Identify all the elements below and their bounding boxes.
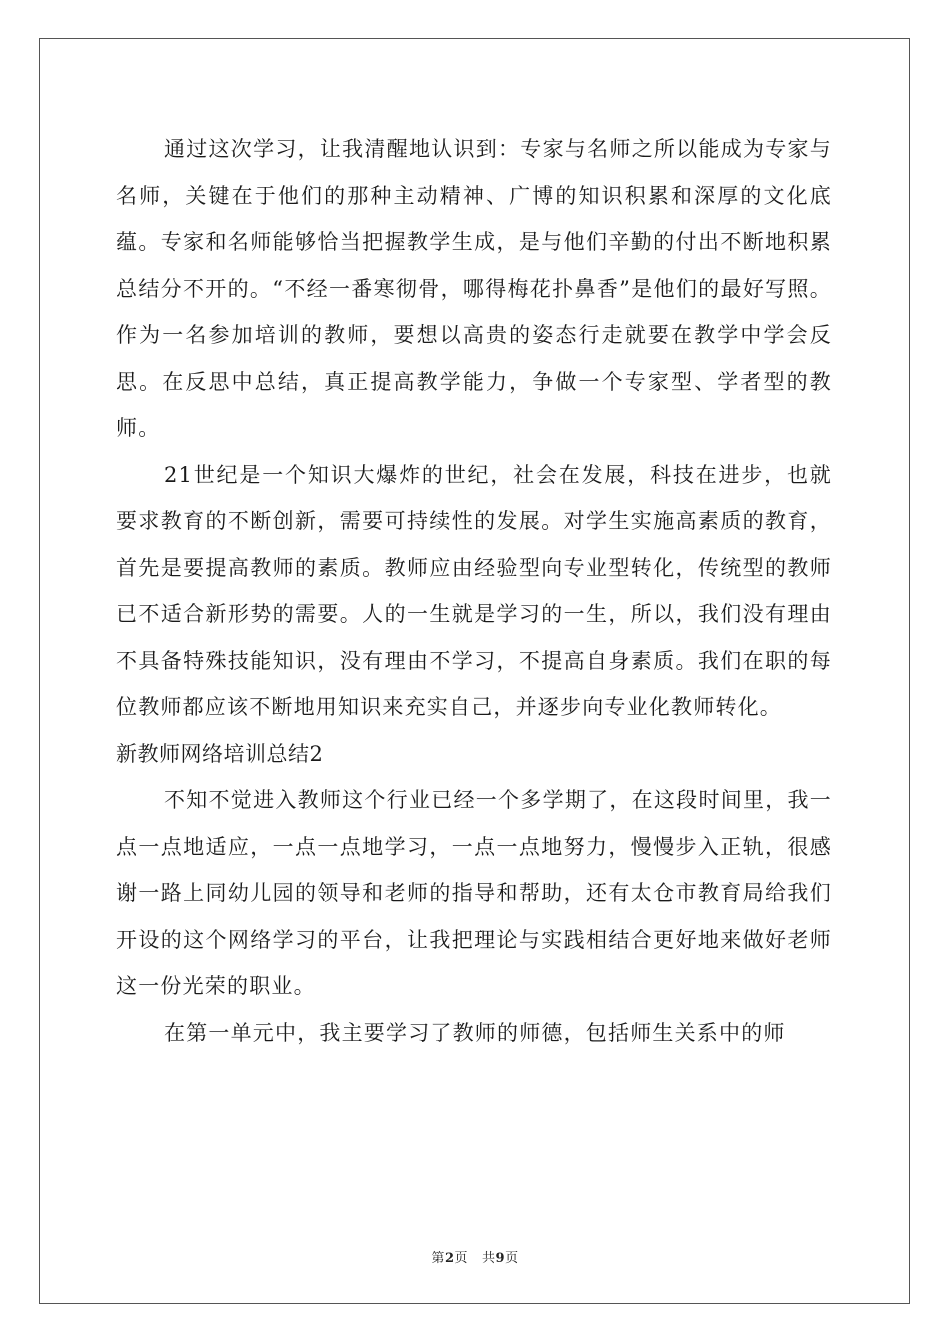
total-pages: 9 <box>495 1251 506 1266</box>
section-paragraph-1: 不知不觉进入教师这个行业已经一个多学期了，在这段时间里，我一点一点地适应，一点一点地学习，一点一点地努力，慢慢步入正轨，很感谢一路上同幼儿园的领导和老师的指导和帮助，还有太仓市教育局给我们开设的这个网络学习的平台，让我把理论与实践相结合更好地来做好老师这一份光荣的职业。 <box>116 788 832 998</box>
total-suffix: 页 <box>505 1251 519 1266</box>
paragraph-2: 21世纪是一个知识大爆炸的世纪，社会在发展，科技在进步，也就要求教育的不断创新，需要可持续性的发展。对学生实施高素质的教育，首先是要提高教师的素质。教师应由经验型向专业型转化，传统型的教师已不适合新形势的需要。人的一生就是学习的一生，所以，我们没有理由不具备特殊技能知识，没有理由不学习，不提高自身素质。我们在职的每位教师都应该不断地用知识来充实自己，并逐步向专业化教师转化。 <box>116 462 832 719</box>
total-prefix: 共 <box>482 1251 496 1266</box>
paragraph-1: 通过这次学习，让我清醒地认识到：专家与名师之所以能成为专家与名师，关键在于他们的那种主动精神、广博的知识积累和深厚的文化底蕴。专家和名师能够恰当把握教学生成，是与他们辛勤的付出不断地积累总结分不开的。“不经一番寒彻骨，哪得梅花扑鼻香”是他们的最好写照。作为一名参加培训的教师，要想以高贵的姿态行走就要在教学中学会反思。在反思中总结，真正提高教学能力，争做一个专家型、学者型的教师。 <box>116 137 832 440</box>
section-heading: 新教师网络培训总结2 <box>116 741 324 766</box>
page-footer <box>0 1247 950 1266</box>
section-paragraph-2: 在第一单元中，我主要学习了教师的师德，包括师生关系中的师 <box>164 1020 786 1045</box>
document-body <box>116 126 832 1056</box>
page-suffix: 页 <box>454 1251 468 1266</box>
page-number: 2 <box>444 1251 455 1266</box>
page-prefix: 第 <box>431 1251 445 1266</box>
